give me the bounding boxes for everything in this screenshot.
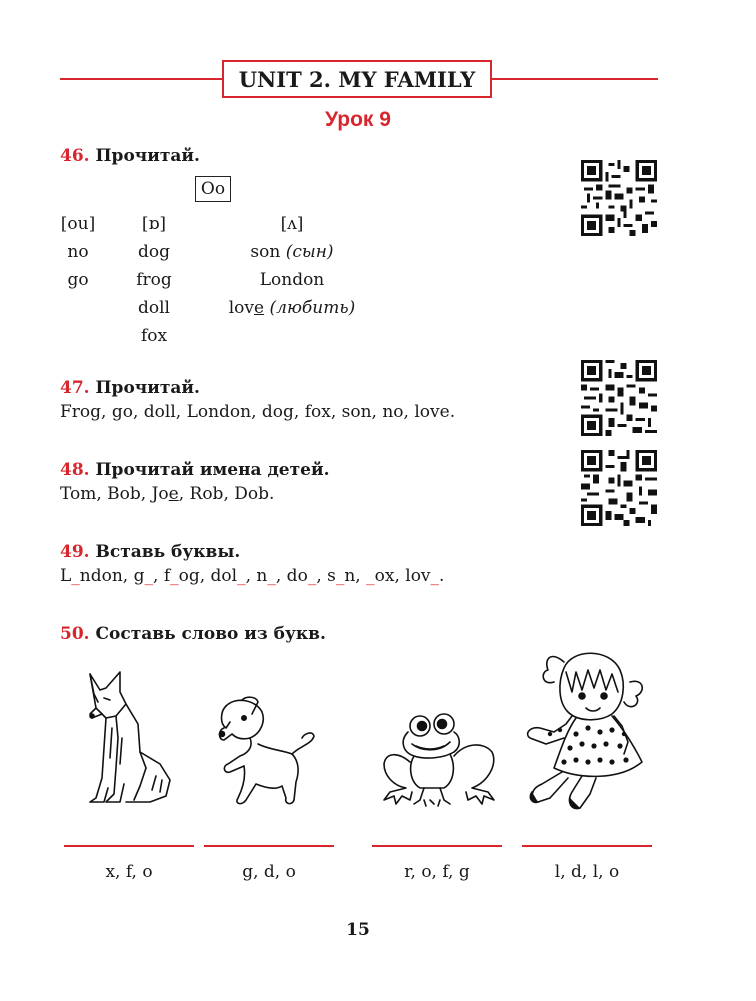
answer-line[interactable] [204,845,334,847]
doll-picture [520,642,652,814]
fill-in-blank[interactable]: _ [267,566,276,586]
ex47-number: 47. [60,378,90,398]
frog-picture [380,712,498,808]
letters-fox: x, f, o [105,862,153,882]
text-part: , s [316,566,336,586]
word-part: lov [228,298,255,318]
ex49-text [60,566,444,586]
sound-col-1 [60,214,96,298]
fill-in-blank[interactable]: _ [170,566,179,586]
fill-in-blank[interactable]: _ [71,566,80,586]
ex48-number: 48. [60,460,90,480]
ex49-number: 49. [60,542,90,562]
answer-line[interactable] [64,845,194,847]
header-rule-right [492,78,658,80]
qr-code-icon[interactable] [581,360,657,436]
word: dog [138,242,170,262]
word-love [212,298,372,326]
ex50-instruction: Составь слово из букв. [95,624,326,644]
ex46-heading [60,146,200,166]
names-part: , Rob, Dob. [178,484,275,504]
translation: (любить) [269,298,356,318]
fill-in-blank[interactable]: _ [307,566,317,586]
fill-in-blank[interactable]: _ [430,566,440,586]
text-part: ox, lov [374,566,431,586]
sound-label: [ou] [60,214,96,234]
text-part: . [439,566,445,586]
answer-line[interactable] [522,845,652,847]
ex48-names [60,484,274,504]
qr-code-icon[interactable] [581,450,657,526]
ex48-instruction: Прочитай имена детей. [95,460,330,480]
ex49-instruction: Вставь буквы. [95,542,241,562]
ex49-heading [60,542,240,562]
ex48-heading [60,460,330,480]
text-part: , f [153,566,171,586]
word: no [67,242,89,262]
word: doll [138,298,170,318]
fill-in-blank[interactable]: _ [144,566,154,586]
names-part: Tom, Bob, Jo [60,484,169,504]
word-son [212,242,372,270]
ex46-number: 46. [60,146,90,166]
letter-box: Oo [195,176,231,202]
text-part: ndon, g [79,566,145,586]
header-rule-left [60,78,222,80]
fill-in-blank[interactable]: _ [335,566,345,586]
word: son [250,242,281,262]
underlined-letter: e [168,484,179,504]
text-part: n, [344,566,367,586]
lesson-title: Урок 9 [325,108,391,131]
ex50-heading [60,624,326,644]
answer-line[interactable] [372,845,502,847]
word: frog [136,270,172,290]
translation: (сын) [285,242,334,262]
word: go [67,270,89,290]
ex47-heading [60,378,200,398]
text-part: L [60,566,72,586]
dog-picture [216,694,316,808]
unit-title: UNIT 2. MY FAMILY [222,60,492,98]
fox-picture [76,668,176,810]
ex46-instruction: Прочитай. [95,146,200,166]
fill-in-blank[interactable]: _ [237,566,246,586]
sound-col-3 [212,214,372,326]
word: London [259,270,325,290]
ex47-text: Frog, go, doll, London, dog, fox, son, no, love. [60,402,456,422]
ex50-number: 50. [60,624,90,644]
text-part: , n [245,566,268,586]
text-part: , do [275,566,308,586]
sound-col-2 [126,214,182,354]
sound-label: [ʌ] [280,214,304,234]
letters-frog: r, o, f, g [404,862,470,882]
underlined-letter: e [254,298,265,318]
qr-code-icon[interactable] [581,160,657,236]
word: fox [140,326,168,346]
sound-label: [ɒ] [141,214,167,234]
letters-dog: g, d, o [242,862,296,882]
ex47-instruction: Прочитай. [95,378,200,398]
letters-doll: l, d, l, o [554,862,620,882]
text-part: og, dol [178,566,238,586]
fill-in-blank[interactable]: _ [366,566,375,586]
page-number: 15 [346,920,370,940]
